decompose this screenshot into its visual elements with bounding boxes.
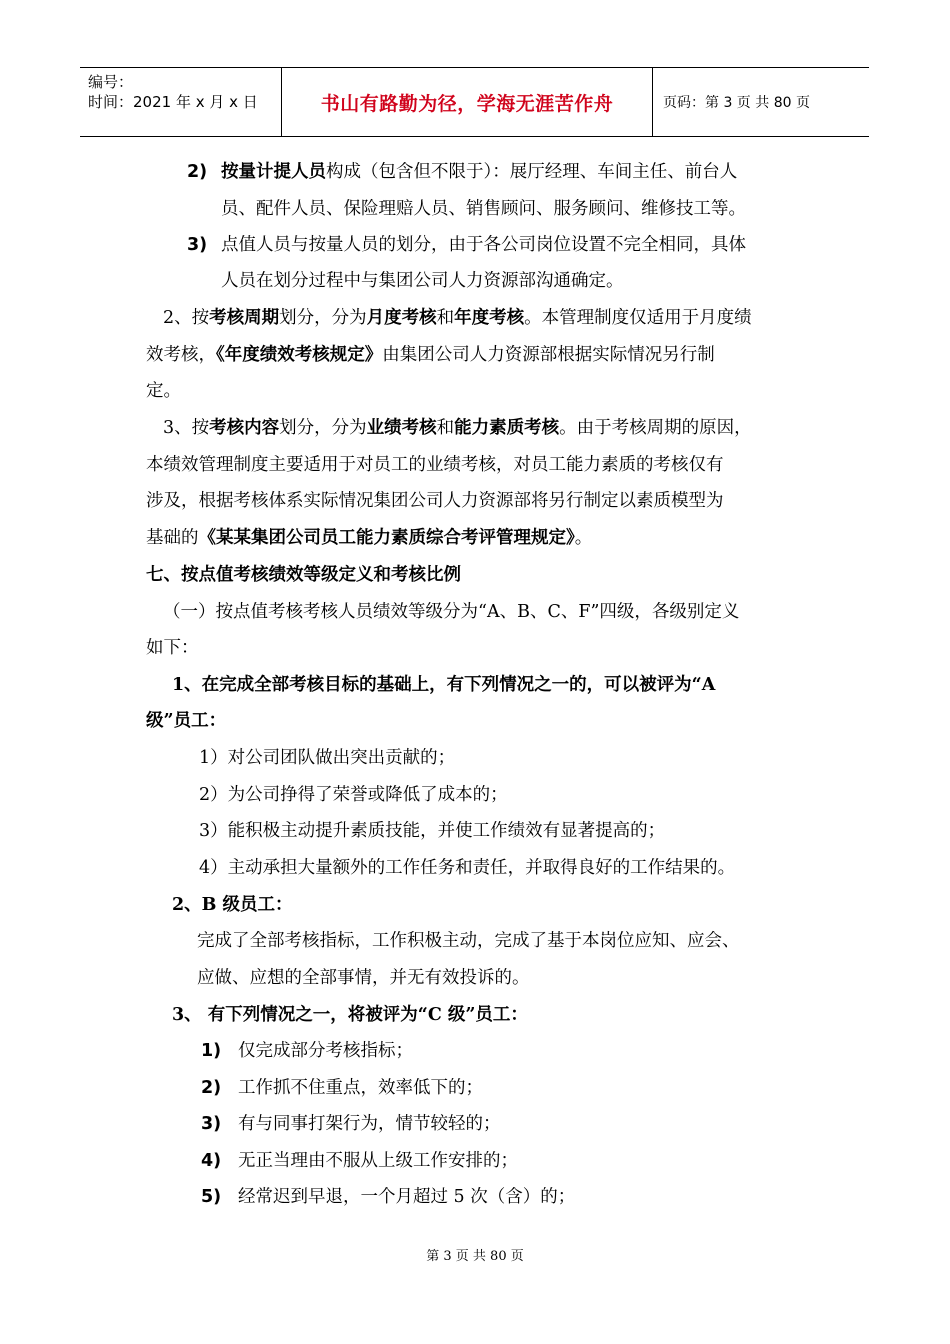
header-motto: 书山有路勤为径，学海无涯苦作舟 bbox=[282, 68, 653, 136]
c-item-num: 5) bbox=[201, 1187, 222, 1207]
p4-line1 bbox=[163, 416, 752, 440]
c-item-5 bbox=[201, 1185, 575, 1209]
p1-line2: 员、配件人员、保险理赔人员、销售顾问、服务顾问、维修技工等。 bbox=[221, 199, 746, 219]
p4-line4 bbox=[146, 526, 592, 550]
a-item-3: 3）能积极主动提升素质技能，并使工作绩效有显著提高的； bbox=[199, 821, 666, 841]
a-item-4: 4）主动承担大量额外的工作任务和责任，并取得良好的工作结果的。 bbox=[199, 858, 736, 878]
section-7-heading: 七、按点值考核绩效等级定义和考核比例 bbox=[146, 565, 461, 585]
c-item-2 bbox=[201, 1076, 483, 1100]
p3-g: 。本管理制度仅适用于月度绩 bbox=[524, 308, 752, 328]
p2-line1 bbox=[187, 233, 746, 257]
p4-line4-a: 基础的 bbox=[146, 528, 199, 548]
c-item-num: 4) bbox=[201, 1151, 222, 1171]
c-item-1 bbox=[201, 1039, 413, 1063]
page-header bbox=[80, 67, 869, 137]
s7-p1-line1: （一）按点值考核考核人员绩效等级分为“A、B、C、F”四级，各级别定义 bbox=[163, 602, 740, 622]
s7-p1-line2: 如下： bbox=[146, 638, 199, 658]
p4-line4-c: 。 bbox=[574, 528, 593, 548]
c-item-num: 1) bbox=[201, 1041, 222, 1061]
p4-a: 3、按 bbox=[163, 418, 210, 438]
c-item-text: 工作抓不住重点，效率低下的； bbox=[238, 1078, 483, 1098]
c-grade-title: 3、 有下列情况之一，将被评为“C 级”员工： bbox=[172, 1005, 528, 1025]
p4-line3: 涉及，根据考核体系实际情况集团公司人力资源部将另行制定以素质模型为 bbox=[146, 491, 724, 511]
b-grade-text-cont: 应做、应想的全部事情，并无有效投诉的。 bbox=[197, 968, 530, 988]
c-item-num: 3) bbox=[201, 1114, 222, 1134]
p3-d: 月度考核 bbox=[366, 308, 437, 328]
p3-line2 bbox=[146, 343, 715, 367]
code-label: 编号： bbox=[88, 73, 134, 91]
p3-b: 考核周期 bbox=[209, 308, 280, 328]
c-item-text: 有与同事打架行为，情节较轻的； bbox=[238, 1114, 501, 1134]
p4-d: 业绩考核 bbox=[366, 418, 437, 438]
c-item-num: 2) bbox=[201, 1078, 222, 1098]
p2-num: 3) bbox=[187, 235, 208, 255]
a-grade-title-cont: 级”员工： bbox=[146, 711, 227, 731]
p3-line3: 定。 bbox=[146, 381, 181, 401]
p4-b: 考核内容 bbox=[209, 418, 280, 438]
c-item-4 bbox=[201, 1149, 518, 1173]
p4-line4-b: 《某某集团公司员工能力素质综合考评管理规定》 bbox=[198, 528, 575, 548]
b-grade-text: 完成了全部考核指标，工作积极主动，完成了基于本岗位应知、应会、 bbox=[197, 931, 740, 951]
time-label: 时间：2021 年 x 月 x 日 bbox=[88, 93, 258, 111]
p1-line1 bbox=[187, 160, 737, 184]
p3-e: 和 bbox=[436, 308, 455, 328]
p1-bold: 按量计提人员 bbox=[221, 162, 326, 182]
c-item-3 bbox=[201, 1112, 501, 1136]
c-item-text: 仅完成部分考核指标； bbox=[238, 1041, 413, 1061]
c-item-text: 经常迟到早退，一个月超过 5 次（含）的； bbox=[238, 1187, 576, 1207]
p3-line2-a: 效考核， bbox=[146, 345, 216, 365]
b-grade-title: 2、B 级员工： bbox=[172, 895, 293, 915]
p3-c: 划分，分为 bbox=[279, 308, 367, 328]
p4-c: 划分，分为 bbox=[279, 418, 367, 438]
p3-line1 bbox=[163, 306, 752, 330]
a-grade-title: 1、在完成全部考核目标的基础上，有下列情况之一的，可以被评为“A bbox=[172, 675, 716, 695]
page-footer: 第 3 页 共 80 页 bbox=[426, 1249, 524, 1264]
a-item-2: 2）为公司挣得了荣誉或降低了成本的； bbox=[199, 785, 508, 805]
p3-line2-c: 由集团公司人力资源部根据实际情况另行制 bbox=[382, 345, 715, 365]
header-page-info: 页码：第 3 页 共 80 页 bbox=[663, 95, 810, 111]
p3-line2-b: 《年度绩效考核规定》 bbox=[216, 345, 383, 365]
p4-line2: 本绩效管理制度主要适用于对员工的业绩考核，对员工能力素质的考核仅有 bbox=[146, 455, 724, 475]
p4-e: 和 bbox=[436, 418, 455, 438]
c-item-text: 无正当理由不服从上级工作安排的； bbox=[238, 1151, 518, 1171]
p3-a: 2、按 bbox=[163, 308, 210, 328]
p4-g: 。由于考核周期的原因， bbox=[559, 418, 752, 438]
header-meta bbox=[80, 68, 282, 136]
p4-f: 能力素质考核 bbox=[454, 418, 560, 438]
a-item-1: 1）对公司团队做出突出贡献的； bbox=[199, 748, 456, 768]
p2-text: 点值人员与按量人员的划分，由于各公司岗位设置不完全相同，具体 bbox=[221, 235, 746, 255]
p1-text: 构成（包含但不限于）：展厅经理、车间主任、前台人 bbox=[326, 162, 738, 182]
p2-line2: 人员在划分过程中与集团公司人力资源部沟通确定。 bbox=[221, 271, 624, 291]
p1-num: 2) bbox=[187, 162, 208, 182]
p3-f: 年度考核 bbox=[454, 308, 525, 328]
